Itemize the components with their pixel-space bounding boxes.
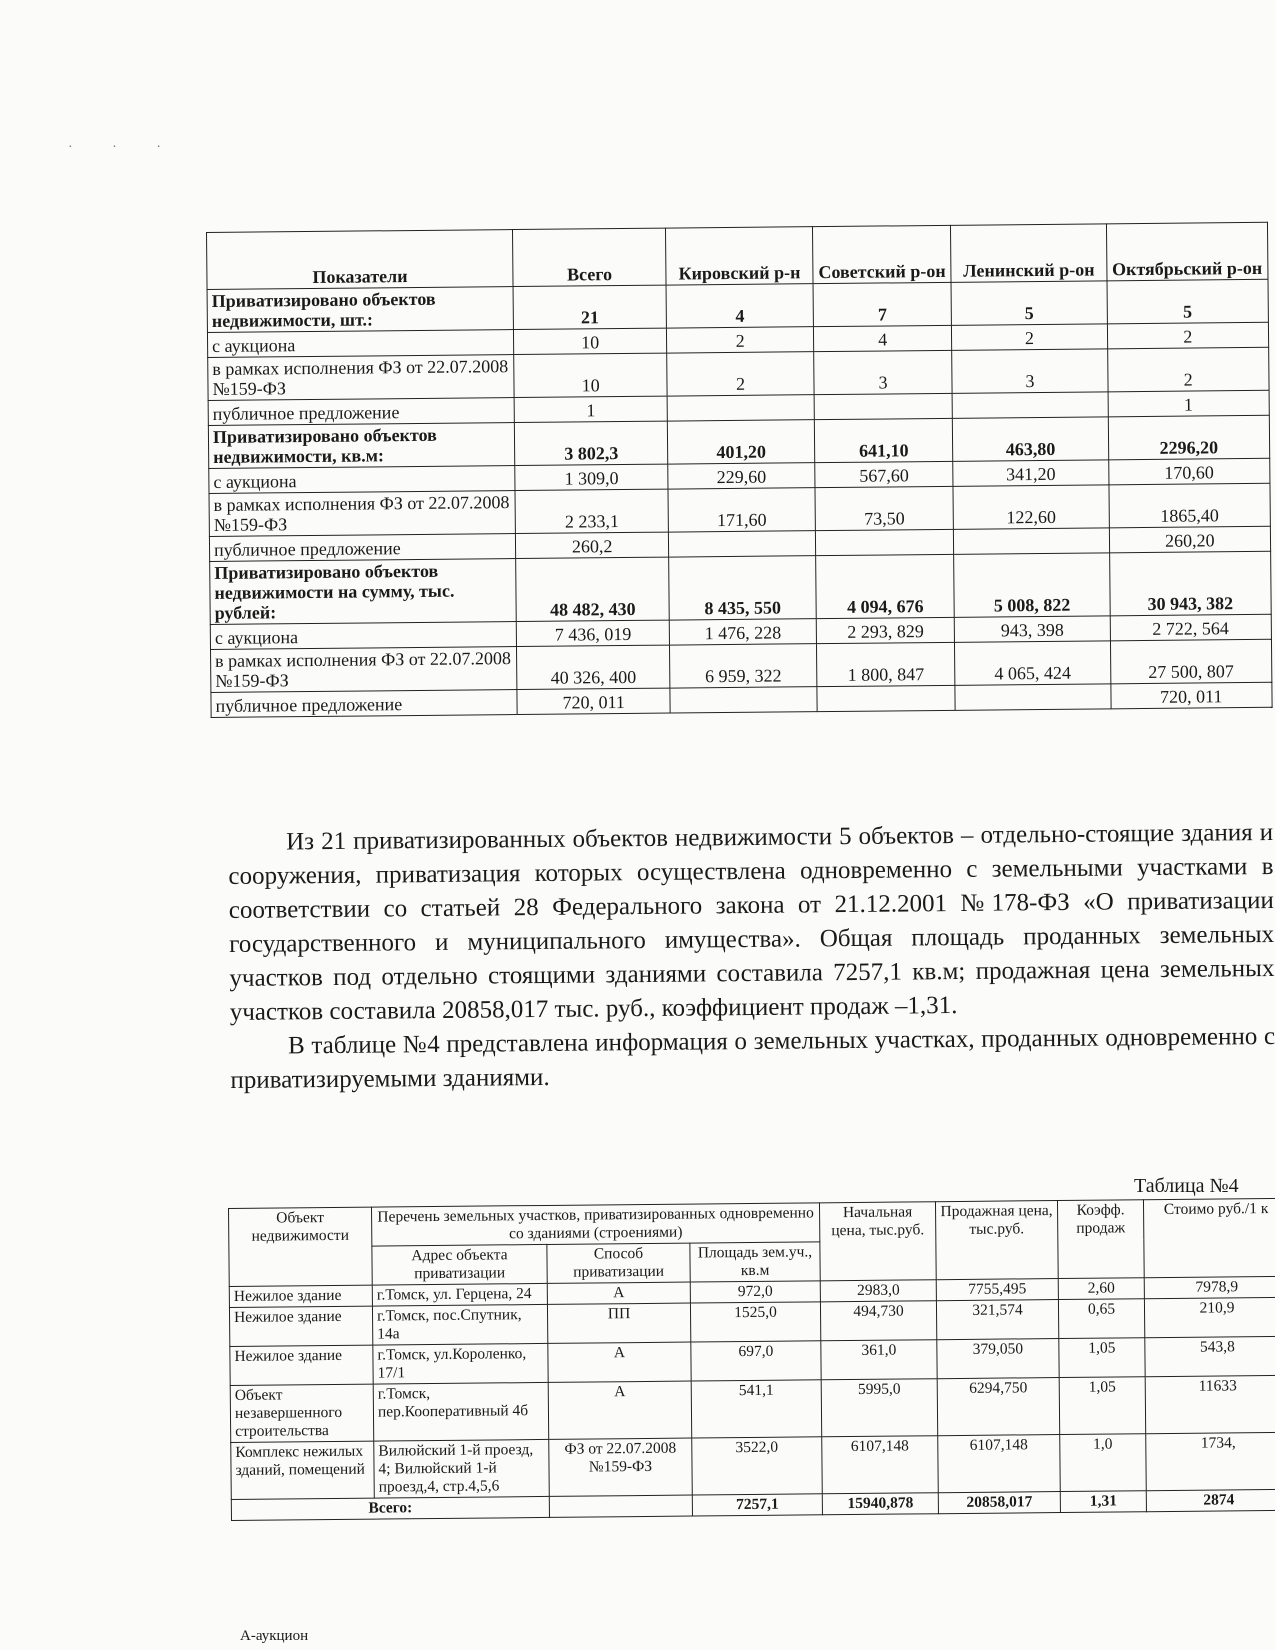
table-cell: 6 959, 322	[670, 644, 817, 688]
table-cell: 1 800, 847	[816, 642, 955, 686]
table-row	[210, 551, 1272, 624]
header-coef: Коэфф. продаж	[1057, 1200, 1144, 1279]
cell-method: ФЗ от 22.07.2008 №159-ФЗ	[549, 1438, 693, 1496]
table-cell: 2 233,1	[515, 489, 668, 533]
cell-method: А	[547, 1282, 690, 1304]
cell-cost: 1734,	[1146, 1432, 1275, 1490]
cell-address: г.Томск, ул.Короленко, 17/1	[373, 1343, 548, 1384]
row-label: публичное предложение	[211, 690, 517, 718]
table-cell: 260,2	[516, 532, 669, 558]
cell-start: 361,0	[821, 1340, 937, 1380]
row-label: Приватизировано объектов недвижимости на сумму, тыс. рублей:	[210, 559, 517, 625]
table-cell	[955, 684, 1110, 710]
cell-start: 6107,148	[822, 1436, 939, 1494]
table-cell: 401,20	[668, 420, 815, 464]
cell-start: 5995,0	[821, 1379, 938, 1437]
header-sale-price: Продажная цена, тыс.руб.	[935, 1201, 1058, 1280]
cell-cost: 11633	[1145, 1375, 1275, 1433]
table-cell	[817, 685, 956, 711]
row-label: Приватизировано объектов недвижимости, шт.:	[207, 287, 514, 333]
table-cell: 4	[813, 325, 952, 351]
table-cell: 170,60	[1108, 458, 1270, 485]
total-sale: 20858,017	[938, 1492, 1060, 1514]
table-row	[230, 1375, 1275, 1442]
cell-method: ПП	[547, 1303, 690, 1343]
table-cell: 48 482, 430	[516, 557, 670, 621]
privatization-summary-table	[206, 222, 1273, 718]
table-caption: Таблица №4	[1134, 1175, 1239, 1197]
table-cell: 2	[952, 324, 1107, 350]
cell-cost: 543,8	[1145, 1336, 1275, 1376]
header-method: Способ приватизации	[547, 1243, 690, 1283]
table-cell	[815, 529, 954, 555]
table-cell: 7 436, 019	[516, 620, 669, 646]
cell-coef: 1,05	[1059, 1338, 1145, 1378]
column-header: Советский р-он	[812, 225, 951, 283]
total-label: Всего:	[231, 1496, 549, 1520]
total-area: 7257,1	[692, 1494, 822, 1516]
total-start: 15940,878	[822, 1493, 938, 1515]
column-header: Кировский р-н	[666, 227, 813, 285]
table-cell: 4 065, 424	[955, 641, 1111, 685]
table-cell: 2	[1107, 322, 1269, 349]
cell-method: А	[548, 1381, 692, 1439]
paragraph-1: Из 21 приватизированных объектов недвижимости 5 объектов – отдельно-стоящие здания и сооружения, приватизация которых осуществлена одновременно с земельными участками в соответствии со статьей 28 Федерального закона от 21.12.2001 №178-ФЗ «О приватизации государственного и муниципального имущества». Общая площадь проданных земельных участков под отдельно стоящими зданиями составила 7257,1 кв.м; продажная цена земельных участков составила 20858,017 тыс. руб., коэффициент продаж –1,31.	[228, 818, 1275, 1026]
table-cell: 30 943, 382	[1109, 551, 1271, 616]
cell-sale: 379,050	[937, 1339, 1059, 1379]
table-cell: 4 094, 676	[816, 554, 955, 618]
table-cell: 171,60	[668, 488, 815, 532]
table-cell: 943, 398	[955, 616, 1110, 642]
body-text	[228, 816, 1275, 1098]
table-header-row	[207, 222, 1268, 289]
cell-cost: 7978,9	[1144, 1276, 1275, 1298]
cell-object: Объект незавершенного строительства	[230, 1384, 374, 1442]
cell-address: г.Томск, пос.Спутник, 14а	[372, 1304, 547, 1345]
cell-object: Нежилое здание	[229, 1306, 372, 1346]
column-header: Октябрьский р-он	[1106, 222, 1268, 281]
table-cell: 567,60	[815, 461, 954, 487]
header-group: Перечень земельных участков, приватизированных одновременно со зданиями (строениями)	[371, 1203, 819, 1246]
table-cell: 229,60	[668, 463, 815, 489]
table-cell	[669, 531, 816, 557]
row-label: в рамках исполнения ФЗ от 22.07.2008 №159-ФЗ	[211, 647, 518, 693]
table-cell: 122,60	[953, 485, 1109, 529]
cell-coef: 2,60	[1058, 1278, 1144, 1300]
table-row	[231, 1432, 1275, 1499]
table-cell: 3 802,3	[514, 421, 667, 465]
table-cell: 10	[514, 328, 667, 354]
table-cell: 260,20	[1109, 526, 1271, 553]
table-cell: 2	[1107, 347, 1269, 392]
table-cell: 2 722, 564	[1110, 614, 1272, 641]
table-cell: 10	[514, 353, 667, 397]
cell-start: 494,730	[820, 1301, 936, 1341]
table-cell: 7	[813, 282, 952, 326]
total-cost: 2874	[1146, 1489, 1275, 1511]
table-cell: 341,20	[953, 460, 1108, 486]
table-cell	[667, 395, 814, 421]
cell-cost: 210,9	[1144, 1297, 1275, 1337]
table-cell: 5	[951, 281, 1107, 325]
table-cell: 463,80	[953, 417, 1109, 461]
header-start-price: Начальная цена, тыс.руб.	[819, 1202, 936, 1281]
header-object: Объект недвижимости	[229, 1207, 373, 1286]
row-label: в рамках исполнения ФЗ от 22.07.2008 №159-ФЗ	[208, 355, 515, 401]
table-cell: 1 476, 228	[669, 619, 816, 645]
paragraph-2: В таблице №4 представлена информация о земельных участках, проданных одновременно с приватизируемыми зданиями.	[230, 1022, 1275, 1094]
cell-start: 2983,0	[820, 1280, 936, 1302]
cell-method: А	[548, 1342, 691, 1382]
header-cost: Стоимо руб./1 к	[1143, 1198, 1275, 1277]
table-cell: 2	[667, 352, 814, 396]
empty-cell	[549, 1495, 692, 1517]
column-header: Ленинский р-он	[951, 224, 1107, 282]
cell-address: г.Томск, пер.Кооперативный 4б	[373, 1382, 549, 1441]
header-area: Площадь зем.уч., кв.м	[690, 1242, 820, 1282]
table-cell	[952, 392, 1107, 418]
table-cell: 3	[952, 349, 1108, 393]
cell-area: 541,1	[691, 1380, 822, 1438]
cell-area: 972,0	[690, 1281, 820, 1303]
row-label: публичное предложение	[208, 398, 514, 426]
row-label: в рамках исполнения ФЗ от 22.07.2008 №159-ФЗ	[209, 491, 516, 537]
table-cell: 40 326, 400	[517, 645, 670, 689]
row-label: с аукциона	[210, 622, 516, 650]
row-label: с аукциона	[207, 330, 513, 358]
cell-address: г.Томск, ул. Герцена, 24	[372, 1283, 547, 1306]
table-cell: 641,10	[814, 418, 953, 462]
scan-marks: · · ·	[68, 140, 179, 155]
table-cell: 2 293, 829	[816, 617, 955, 643]
table-cell	[954, 528, 1109, 554]
cell-sale: 6294,750	[937, 1378, 1060, 1436]
cell-object: Нежилое здание	[230, 1345, 373, 1385]
table-cell: 8 435, 550	[669, 556, 816, 620]
row-label: публичное предложение	[209, 534, 515, 562]
table-cell: 720, 011	[517, 688, 670, 714]
cell-area: 697,0	[691, 1341, 821, 1381]
table-cell: 2	[667, 327, 814, 353]
table-cell: 1	[1108, 390, 1270, 417]
footnote: А-аукцион	[240, 1628, 309, 1644]
column-header: Показатели	[207, 230, 514, 290]
row-label: с аукциона	[209, 466, 515, 494]
table-cell	[670, 687, 817, 713]
table-cell: 720, 011	[1110, 682, 1272, 709]
cell-area: 3522,0	[692, 1437, 823, 1495]
table-cell: 1	[514, 396, 667, 422]
table-cell: 1 309,0	[515, 464, 668, 490]
table-cell: 27 500, 807	[1110, 639, 1272, 684]
table-cell: 5	[1107, 279, 1269, 324]
cell-sale: 7755,495	[936, 1279, 1058, 1301]
table-cell: 73,50	[815, 486, 954, 530]
cell-coef: 1,0	[1060, 1434, 1147, 1492]
table-cell: 5 008, 822	[954, 553, 1110, 617]
cell-object: Нежилое здание	[229, 1285, 372, 1307]
total-coef: 1,31	[1060, 1491, 1146, 1513]
row-label: Приватизировано объектов недвижимости, кв.м:	[208, 423, 515, 469]
cell-coef: 1,05	[1059, 1377, 1146, 1435]
cell-sale: 6107,148	[938, 1435, 1061, 1493]
cell-object: Комплекс нежилых зданий, помещений	[231, 1441, 375, 1499]
table-cell: 21	[513, 285, 666, 329]
table-cell: 3	[814, 350, 953, 394]
cell-address: Вилюйский 1-й проезд, 4; Вилюйский 1-й проезд,4, стр.4,5,6	[374, 1439, 550, 1498]
table-cell: 4	[666, 284, 813, 328]
cell-coef: 0,65	[1058, 1299, 1144, 1339]
table-cell: 2296,20	[1108, 415, 1270, 460]
header-address: Адрес объекта приватизации	[372, 1244, 547, 1285]
cell-area: 1525,0	[690, 1302, 820, 1342]
land-plots-table	[228, 1198, 1275, 1521]
column-header: Всего	[513, 228, 667, 286]
table-cell	[814, 393, 953, 419]
table-header-row	[229, 1198, 1275, 1247]
cell-sale: 321,574	[936, 1300, 1058, 1340]
table-cell: 1865,40	[1108, 483, 1270, 528]
